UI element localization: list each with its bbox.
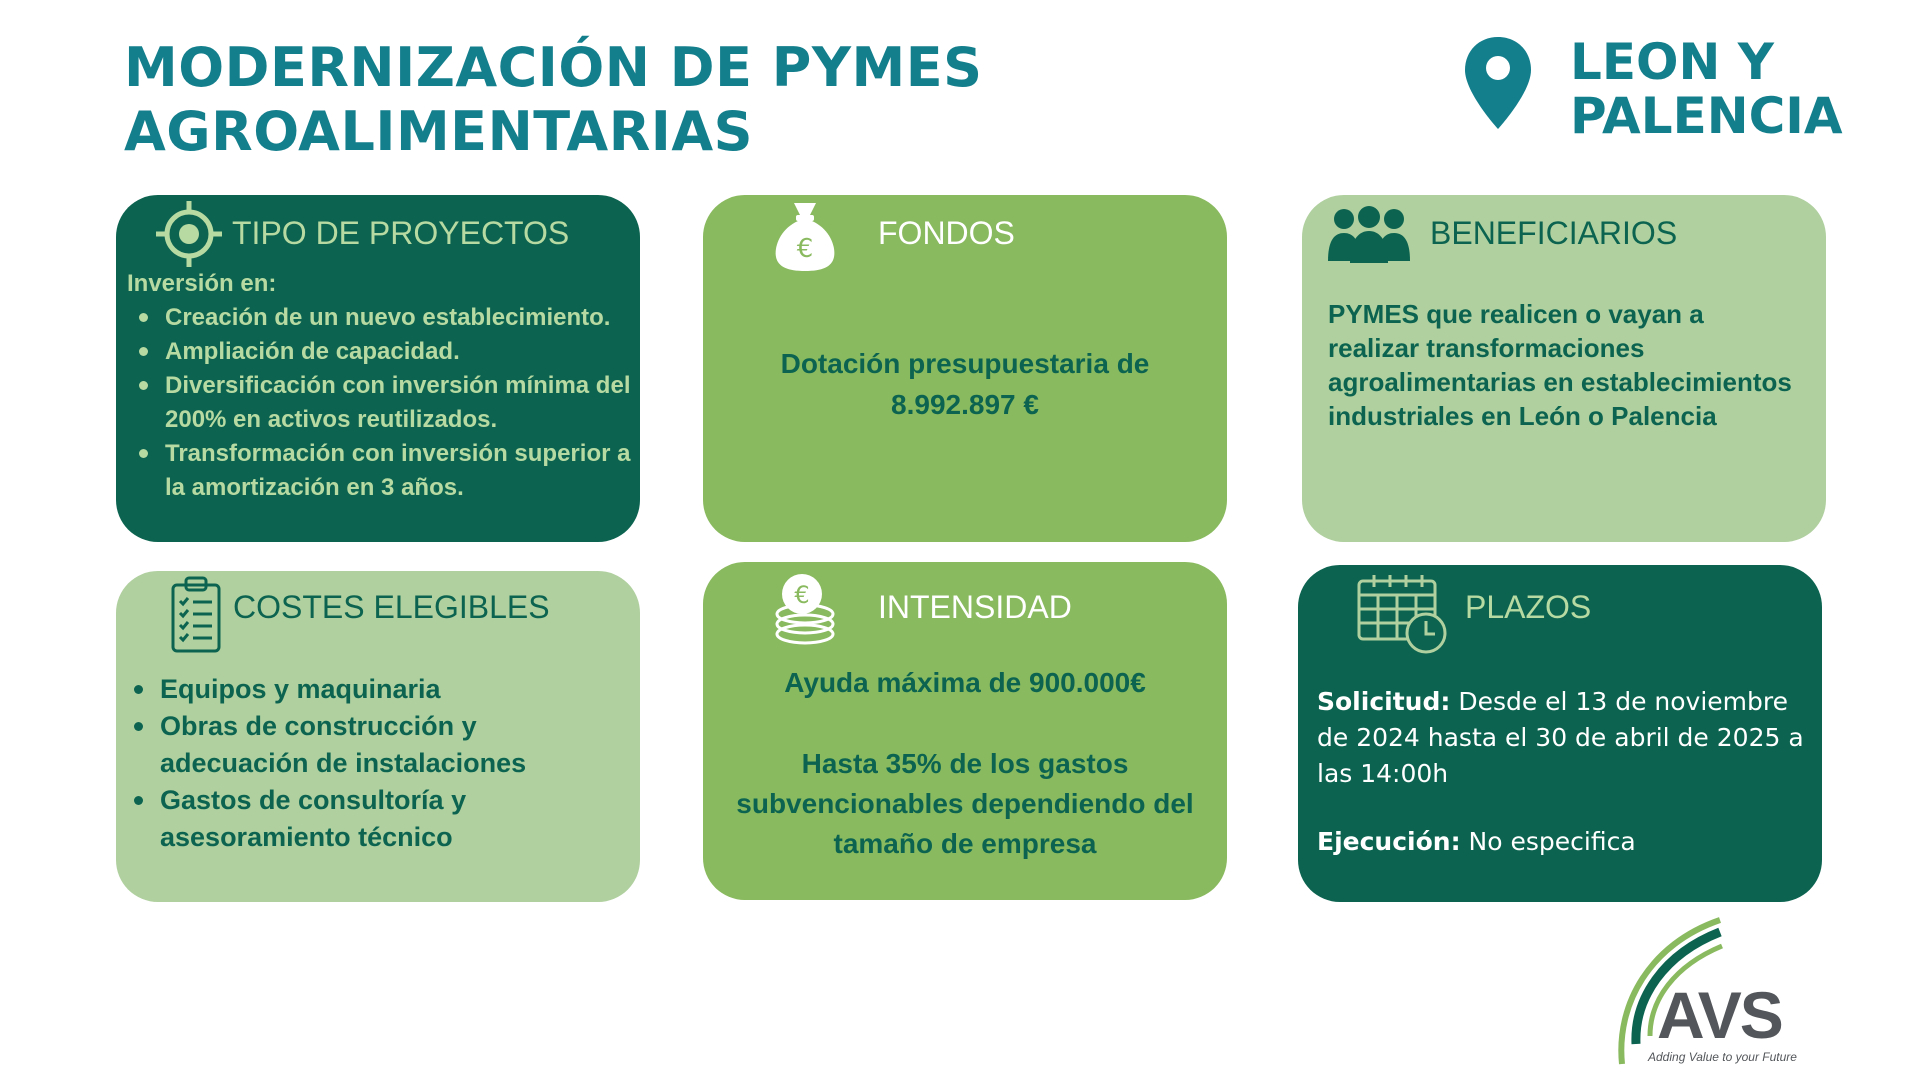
- svg-text:€: €: [794, 581, 810, 609]
- card-title: TIPO DE PROYECTOS: [232, 215, 570, 251]
- solicitud-label: Solicitud:: [1317, 687, 1451, 716]
- intensity-text: Hasta 35% de los gastos subvencionables dependiendo del tamaño de empresa: [736, 748, 1194, 859]
- beneficiaries-text: PYMES que realicen o vayan a realizar transformaciones agroalimentarias en establecimientos industriales en León o Palencia: [1328, 299, 1792, 431]
- people-group-icon: [1326, 205, 1412, 265]
- location-label: LEON Y PALENCIA: [1570, 33, 1843, 145]
- list-item: Creación de un nuevo establecimiento.: [123, 301, 635, 335]
- avs-logo: [1610, 914, 1820, 1066]
- ejecucion-text: No especifica: [1468, 827, 1636, 856]
- card-title: BENEFICIARIOS: [1430, 215, 1678, 251]
- card-title: INTENSIDAD: [878, 589, 1072, 625]
- card-title: FONDOS: [878, 215, 1015, 251]
- logo-tagline: Adding Value to your Future: [1648, 1050, 1797, 1064]
- list-item: Equipos y maquinaria: [118, 671, 618, 708]
- solicitud-text: Desde el 13 de noviembre de 2024 hasta el 30 de abril de 2025 a las 14:00h: [1317, 687, 1804, 788]
- list-item: Ampliación de capacidad.: [123, 335, 635, 369]
- target-icon: [154, 199, 224, 269]
- card-beneficiarios: [1302, 195, 1826, 542]
- list-item: Transformación con inversión superior a la amortización en 3 años.: [123, 437, 635, 505]
- card-plazos: [1298, 565, 1822, 902]
- location-header: [1463, 35, 1883, 145]
- solicitud-row: [1317, 684, 1807, 792]
- money-bag-icon: [772, 199, 838, 273]
- card-fondos: [703, 195, 1227, 542]
- card-intensidad: [703, 562, 1227, 900]
- eligible-costs-list: [118, 671, 618, 856]
- svg-text:€: €: [796, 234, 814, 264]
- ejecucion-row: [1317, 824, 1807, 860]
- list-item: Diversificación con inversión mínima del 200% en activos reutilizados.: [123, 369, 635, 437]
- max-aid-text: Ayuda máxima de 900.000€: [784, 667, 1146, 698]
- ejecucion-label: Ejecución:: [1317, 827, 1461, 856]
- logo-name: AVS: [1657, 978, 1782, 1052]
- card-title: COSTES ELEGIBLES: [233, 589, 550, 625]
- list-item: Obras de construcción y adecuación de instalaciones: [118, 708, 618, 782]
- project-type-list: [123, 301, 635, 505]
- card-tipo-proyectos: [116, 195, 640, 542]
- card-title: PLAZOS: [1465, 589, 1592, 625]
- list-item: Gastos de consultoría y asesoramiento técnico: [118, 782, 618, 856]
- funds-text: Dotación presupuestaria de 8.992.897 €: [780, 348, 1150, 420]
- page-title: MODERNIZACIÓN DE PYMES AGROALIMENTARIAS: [124, 36, 983, 163]
- checklist-icon: [170, 575, 222, 655]
- calendar-clock-icon: [1356, 573, 1448, 655]
- card-costes-elegibles: [116, 571, 640, 902]
- coin-stack-icon: [771, 572, 841, 648]
- intro-text: Inversión en:: [127, 270, 277, 297]
- location-pin-icon: [1463, 35, 1533, 131]
